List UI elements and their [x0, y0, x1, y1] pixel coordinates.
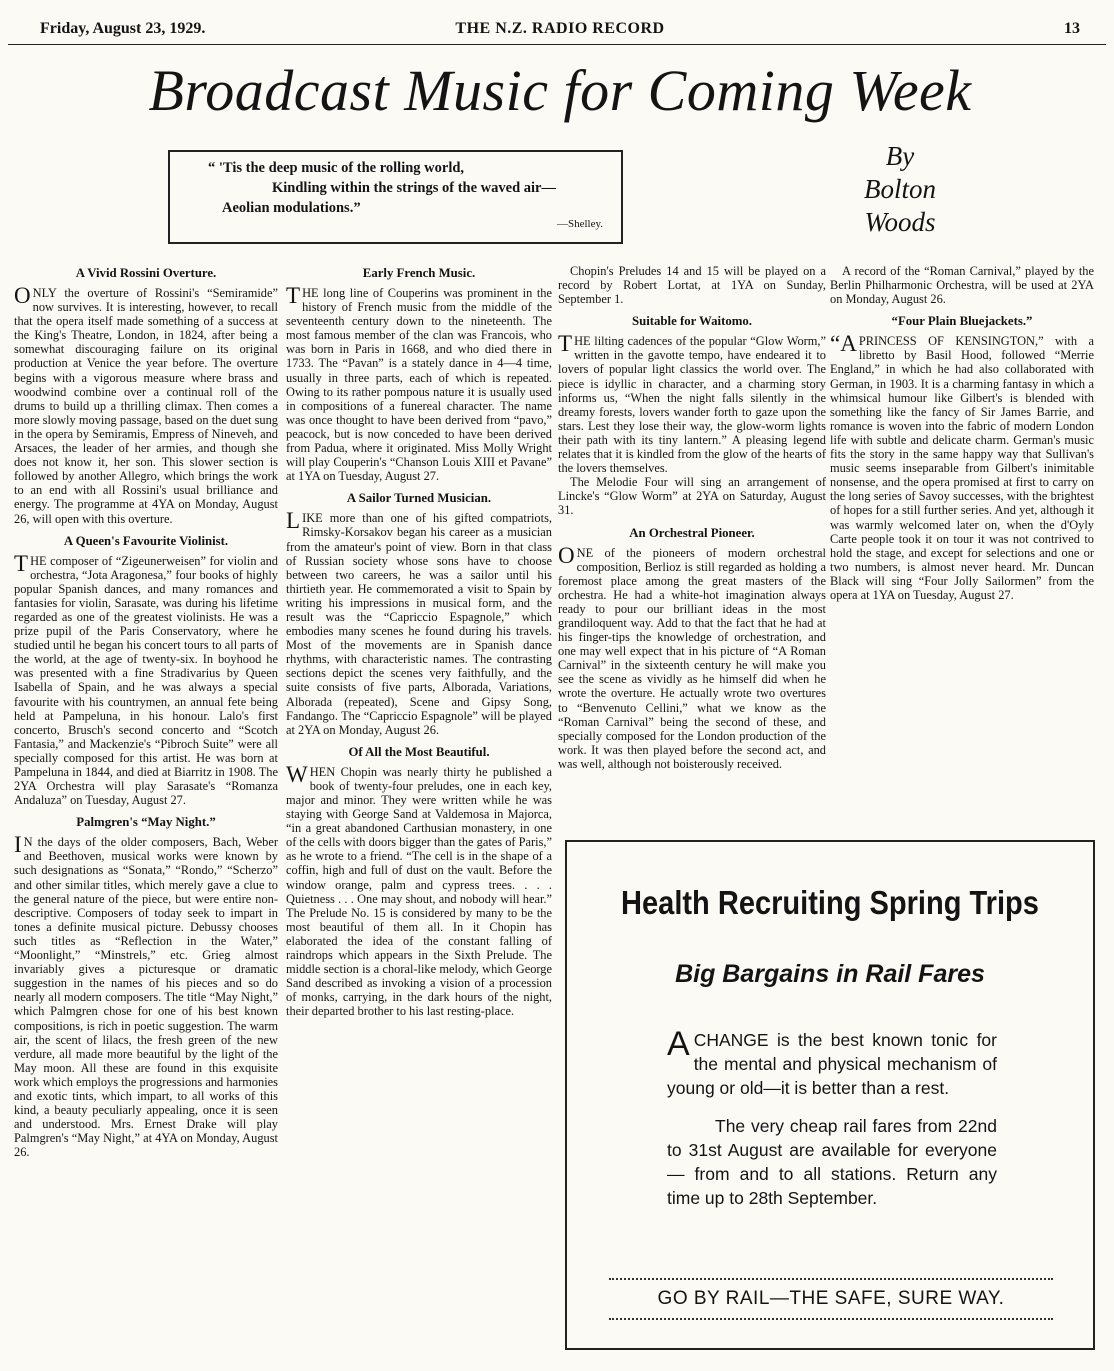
column-4	[830, 264, 1094, 602]
article-body-continued: A record of the “Roman Carnival,” played by the Berlin Philharmonic Orchestra, will be used at 2YA on Monday, August 26.	[830, 264, 1094, 307]
drop-cap: L	[286, 508, 301, 534]
column-1	[14, 264, 278, 1159]
article-body: I N the days of the older composers, Bach, Weber and Beethoven, musical works were known by such designations as “Sonata,” “Rondo,” “Scherzo” and other similar titles, which merely gave a clue to the general nature of the piece, but were entire non-descriptive. Composers of today seek to impart in tones a definite musical picture. Debussy chooses such titles as “Reflection in the Water,” “Moonlight,” “Minstrels,” etc. Grieg almost invariably gives a picturesque or dramatic suggestion in the names of his pieces and so do nearly all modern composers. The title “May Night,” which Palmgren chose for one of his best known compositions, is rich in poetic suggestion. The warm air, the scent of lilacs, the fresh green of the new verdure, all made more beautiful by the light of the May moon. All these are found in this exquisite work which employs the progressions and harmonies and exotic tints, which impart, to all works of this kind, a beauty peculiarly appealing, once it is seen and understood. Mrs. Ernest Drake will play Palmgren's “May Night,” at 4YA on Monday, August 26.	[14, 832, 278, 1160]
drop-cap: W	[286, 761, 308, 787]
drop-cap: T	[558, 331, 573, 357]
article-body-continued: The Melodie Four will sing an arrangement of Lincke's “Glow Worm” at 2YA on Saturday, August 31.	[558, 475, 826, 518]
article-heading: Of All the Most Beautiful.	[348, 744, 490, 759]
article-body: THE long line of Couperins was prominent in the history of French music from the middle of the seventeenth century down to the nineteenth. The most famous member of the clan was Francois, who was born in Paris in 1668, and who died there in 1733. The “Pavan” is a stately dance in 4—4 time, usually in three parts, each of which is repeated. Owing to its rather pompous nature it is usually used in compositions of a funereal character. The name was once thought to have been derived from “pavo,” peacock, but is now conceded to have been derived from Padua, where it originated. Miss Molly Wright will play Couperin's “Chanson Louis XIII et Pavane” at 1YA on Tuesday, August 27.	[286, 283, 552, 484]
article-body-continued: Chopin's Preludes 14 and 15 will be played on a record by Robert Lortat, at 1YA on Sunday, September 1.	[558, 264, 826, 307]
advert-title: Health Recruiting Spring Trips	[621, 884, 1039, 921]
advert-paragraph-1: ACHANGE is the best known tonic for the mental and physical mechanism of young or old—it is better than a rest.	[667, 1025, 997, 1098]
publication-name: THE N.Z. RADIO RECORD	[455, 20, 665, 37]
article-heading: A Queen's Favourite Violinist.	[63, 533, 229, 548]
advert-slogan: GO BY RAIL—THE SAFE, SURE WAY.	[609, 1278, 1053, 1320]
column-2	[286, 264, 552, 1019]
article-heading: Palmgren's “May Night.”	[76, 815, 216, 830]
article-body: THE composer of “Zigeunerweisen” for violin and orchestra, “Jota Aragonesa,” four books of highly popular Spanish dances, and many romances and fantasies for violin, Sarasate, was during his lifetime regarded as one of the greatest violinists. He was a prize pupil of the Paris Conservatory, where he studied until he began his concert tours to all parts of the world, at the age of twenty-six. In boyhood he was presented with a fine Stradivarius by Queen Isabella of Spain, and he was always a special favourite with his countrymen, an annual fete being held at Pampeluna, in his honour. Lalo's first concerto, Brusch's second concerto and “Scotch Fantasia,” and Mackenzie's “Pibroch Suite” were all specially composed for this artist. He was born at Pampeluna in 1844, and died at Biarritz in 1908. The 2YA Orchestra will play Sarasate's “Romanza Andaluza” on Tuesday, August 27.	[14, 550, 278, 808]
article-body: WHEN Chopin was nearly thirty he published a book of twenty-four preludes, one in each key, major and minor. They were written while he was staying with George Sand at Valdemosa in Majorca, “in a great abandoned Carthusian monastery, in one of the cells with doors bigger than the gates of Paris,” as he wrote to a friend. “The cell is in the shape of a coffin, high and full of dust on the vault. Before the window orange, palm and cypress trees. . . . Quietness . . . One may shout, and nobody will hear.” The Prelude No. 15 is considered by many to be the most beautiful of them all. In it Chopin has elaborated the idea of the constant falling of raindrops which appears in the Sixth Prelude. The middle section is a choral-like melody, which George Sand described as invoking a vision of a procession of monks, carrying, in the dark hours of the night, their departed brother to his last resting-place.	[286, 761, 552, 1019]
byline	[840, 140, 960, 239]
article-heading: Suitable for Waitomo.	[631, 314, 753, 329]
article-body: LIKE more than one of his gifted compatriots, Rimsky-Korsakov began his career as a musician from the amateur's point of view. Born in that class of Russian society whose sons have to choose between two careers, he was a sailor until his thirtieth year. He commemorated a visit to Spain by writing his impressions in musical form, and the result was the “Capriccio Espagnole,” which embodies many scenes he found during his travels. Most of the movements are in Spanish dance rhythms, with characteristic names. The contrasting sections depict the scenes very faithfully, and the suite consists of five parts, Alborada, Variations, Alborada (repeated), Scene and Gipsy Song, Fandango. The “Capriccio Espagnole” will be played at 2YA on Monday, August 26.	[286, 508, 552, 737]
byline-by: By	[885, 141, 915, 171]
article-body: THE lilting cadences of the popular “Glow Worm,” written in the gavotte tempo, have endeared it to lovers of popular light classics the world over. The piece is idyllic in character, and a charming story informs us, “When the night falls silently in the dreamy forests, lovers wander forth to gaze upon the stars. Lest they lose their way, the glow-worm lights their path with its tiny lantern.” A pleasing legend relates that it is kindled from the glow of the hearts of the lovers themselves.	[558, 331, 826, 476]
shelley-quote-box	[168, 150, 623, 244]
article-body: “A PRINCESS OF KENSINGTON,” with a libretto by Basil Hood, followed “Merrie England,” in which he had also collaborated with German, in 1903. It is a charming fantasy in which a whimsical humour like Gilbert's is blended with something like the fancy of Sir James Barrie, and romance is woven into the fabric of modern London life with subtle and delicate charm. German's music fits the story in the same happy way that Sullivan's music seems inseparable from Gilbert's inimitable nonsense, and the opera promised at first to carry on the long series of Savoy successes, with the brightest of hopes for a still further series. And yet, although it was warmly welcomed later on, when the d'Oyly Carte people took it on tour it was not contrived to hold the stage, and except for selections and one or two numbers, is almost never heard. Mr. Duncan Black will sing “Four Jolly Sailormen” from the opera at 1YA on Tuesday, August 27.	[830, 331, 1094, 602]
drop-cap: T	[286, 283, 301, 308]
article-heading: An Orchestral Pioneer.	[629, 525, 755, 540]
byline-last-name: Woods	[864, 207, 936, 237]
quote-line-1: “ 'Tis the deep music of the rolling world,	[208, 160, 465, 176]
drop-cap: O	[14, 283, 31, 308]
drop-cap: “A	[830, 331, 857, 357]
advert-drop-cap: A	[667, 1025, 690, 1063]
quote-line-2: Kindling within the strings of the waved air—	[272, 180, 556, 196]
article-body: ONE of the pioneers of modern orchestral composition, Berlioz is still regarded as holding a foremost place among the great masters of the orchestra. He had a white-hot imagination always ready to pour our brilliant ideas in the most grandiloquent way. Add to that the fact that he had at his finger-tips the knowledge of orchestration, and one may well expect that in his picture of “A Roman Carnival” in the sixteenth century he will make you see the scene as vividly as he himself did when he wrote the overture. He actually wrote two overtures to “Benvenuto Cellini,” what we know as the “Roman Carnival” being the second of these, and specially composed for the London production of the work. It was then played before the second act, and was well, although not boisterously received.	[558, 542, 826, 771]
drop-cap: I	[14, 832, 22, 858]
page-header	[40, 20, 1080, 42]
drop-cap: T	[14, 550, 29, 576]
article-heading: Early French Music.	[362, 266, 476, 280]
byline-first-name: Bolton	[864, 174, 936, 204]
advert-subtitle: Big Bargains in Rail Fares	[675, 960, 985, 988]
header-rule	[8, 44, 1106, 45]
drop-cap: O	[558, 542, 575, 568]
article-heading: “Four Plain Bluejackets.”	[891, 314, 1033, 329]
article-body: ONLY the overture of Rossini's “Semiramide” now survives. It is interesting, however, to recall that the opera itself made something of a success at the King's Theatre, London, in 1824, after being a somewhat discouraging failure on its original production at Venice the year before. The overture begins with a vigorous measure where brass and woodwind combine over a continual roll of the drums to build up a thrilling climax. Then comes a more slowly moving passage, based on the duet sung in the opera by Semiramis, Empress of Nineveh, and Arsaces, the leader of her armies, and though she does not know it, her son. This slower section is followed by another Allegro, which brings the work to an end with all Rossini's usual brilliance and energy. The programme at 4YA on Monday, August 26, will open with this overture.	[14, 283, 278, 526]
column-3	[558, 264, 826, 771]
issue-date: Friday, August 23, 1929.	[40, 20, 206, 37]
advert-paragraph-2: The very cheap rail fares from 22nd to 31st August are available for everyone — from and to all stations. Return any time up to 28th September.	[667, 1116, 997, 1208]
rail-advertisement	[565, 840, 1095, 1350]
quote-line-3: Aeolian modulations.”	[222, 200, 361, 216]
article-heading: A Sailor Turned Musician.	[346, 491, 492, 506]
advert-body	[667, 1025, 997, 1224]
quote-attribution: —Shelley.	[556, 218, 603, 230]
page-number: 13	[1064, 20, 1080, 37]
page-headline: Broadcast Music for Coming Week	[148, 58, 972, 123]
article-heading: A Vivid Rossini Overture.	[75, 266, 217, 280]
